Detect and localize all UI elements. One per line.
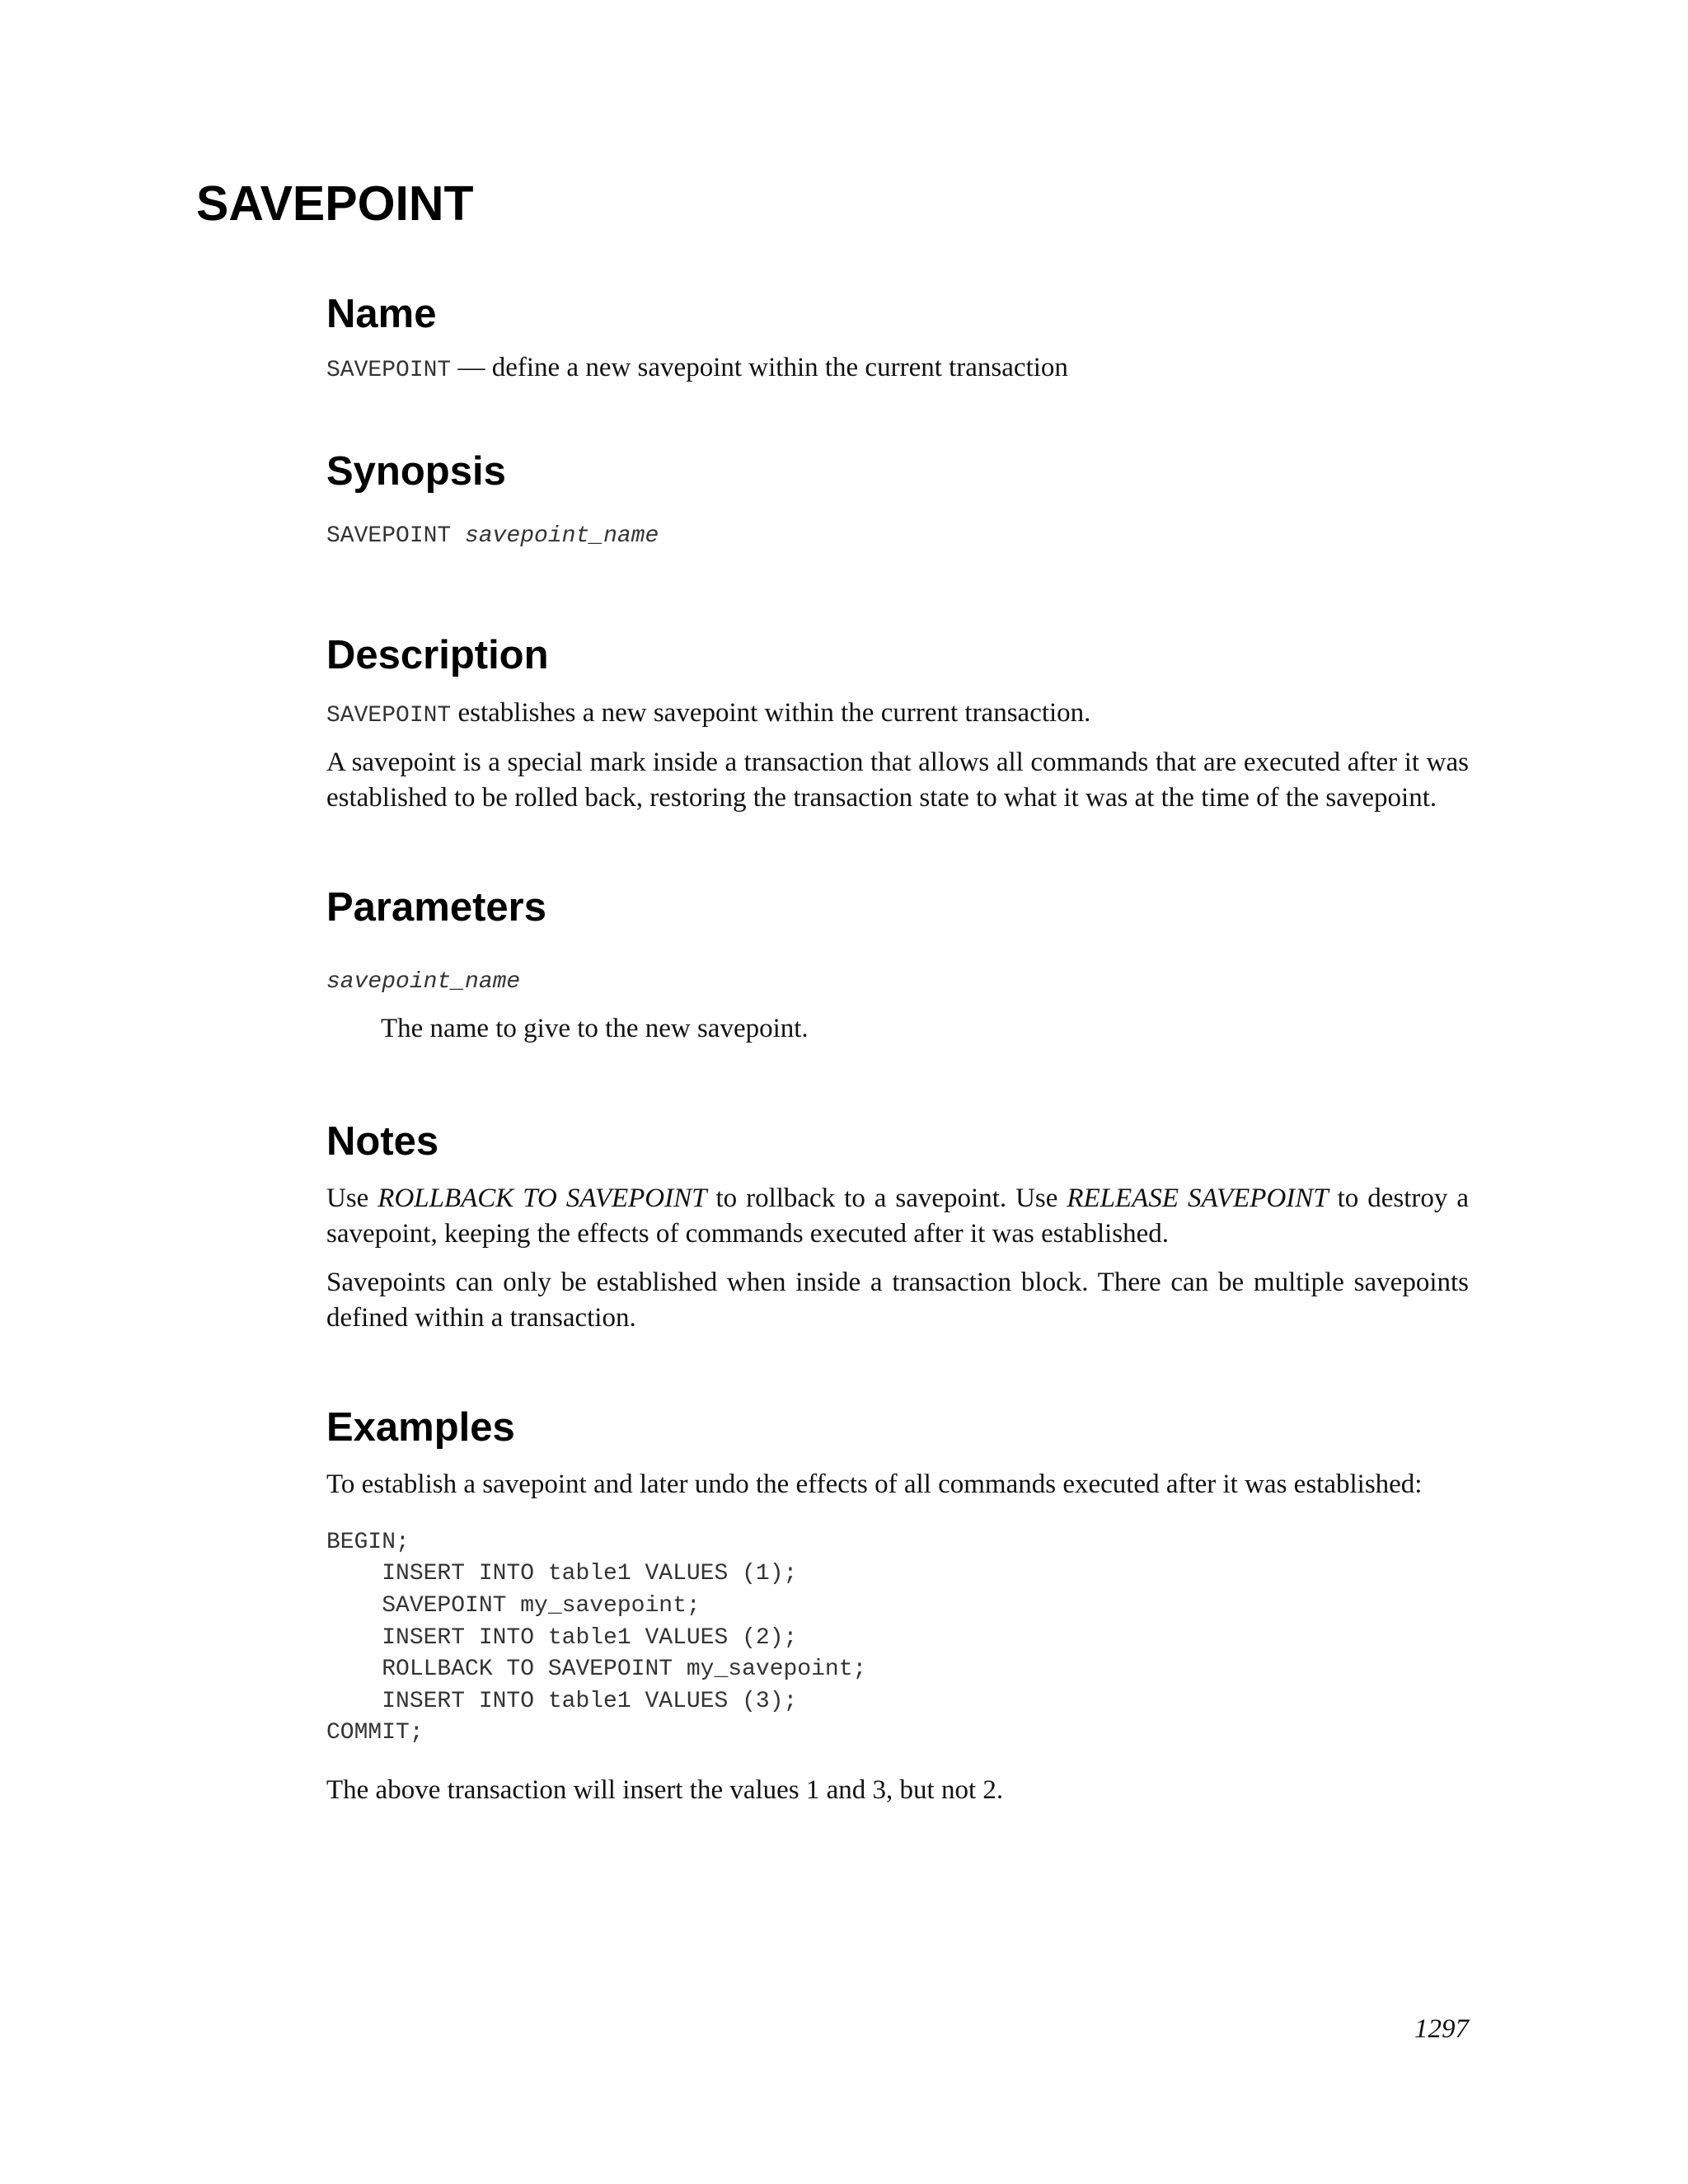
description-paragraph-1 [326, 696, 1469, 733]
rollback-to-savepoint-link[interactable]: ROLLBACK TO SAVEPOINT [377, 1183, 707, 1213]
name-paragraph [326, 350, 1469, 388]
examples-outro: The above transaction will insert the values 1 and 3, but not 2. [326, 1774, 1004, 1805]
description-p1-text: establishes a new savepoint within the current transaction. [451, 698, 1091, 729]
notes-paragraph-1 [326, 1181, 1469, 1252]
notes-p1-b: to rollback to a savepoint. Use [706, 1183, 1067, 1213]
synopsis-command: SAVEPOINT [326, 523, 452, 549]
examples-intro: To establish a savepoint and later undo the effects of all commands executed after it was established: [326, 1469, 1423, 1499]
notes-heading: Notes [326, 1119, 439, 1165]
synopsis-heading: Synopsis [326, 448, 506, 494]
description-command: SAVEPOINT [326, 703, 452, 729]
name-heading: Name [326, 292, 437, 336]
parameter-term [326, 967, 1469, 1000]
parameter-name: savepoint_name [326, 969, 521, 996]
example-code-block: BEGIN; INSERT INTO table1 VALUES (1); SAVEPOINT my_savepoint; INSERT INTO table1 VALUES (2); ROLLBACK TO SAVEPOINT my_savepoint; INSERT INTO table1 VALUES (3); COMMIT; [326, 1529, 867, 1746]
examples-heading: Examples [326, 1404, 515, 1450]
reference-content [326, 290, 1469, 1808]
release-savepoint-link[interactable]: RELEASE SAVEPOINT [1067, 1183, 1329, 1213]
page-number: 1297 [1414, 2014, 1469, 2044]
synopsis-argument: savepoint_name [465, 523, 659, 549]
notes-paragraph-2: Savepoints can only be established when inside a transaction block. There can be multiple savepoints defined within a transaction. [326, 1267, 1469, 1333]
description-paragraph-2: A savepoint is a special mark inside a transaction that allows all commands that are executed after it was established to be rolled back, restoring the transaction state to what it was at the time of the savepoint. [326, 748, 1469, 813]
name-command: SAVEPOINT [326, 357, 452, 383]
notes-p1-c: to destroy a savepoint, keeping the effects of commands executed after it was established. [326, 1183, 1469, 1249]
notes-p1-a: Use [326, 1183, 378, 1213]
page-title: SAVEPOINT [196, 176, 474, 231]
parameter-definition: The name to give to the new savepoint. [381, 1014, 809, 1044]
synopsis-block [326, 521, 1469, 552]
parameters-heading: Parameters [326, 885, 546, 930]
name-description: — define a new savepoint within the current transaction [451, 352, 1068, 382]
description-heading: Description [326, 632, 549, 677]
